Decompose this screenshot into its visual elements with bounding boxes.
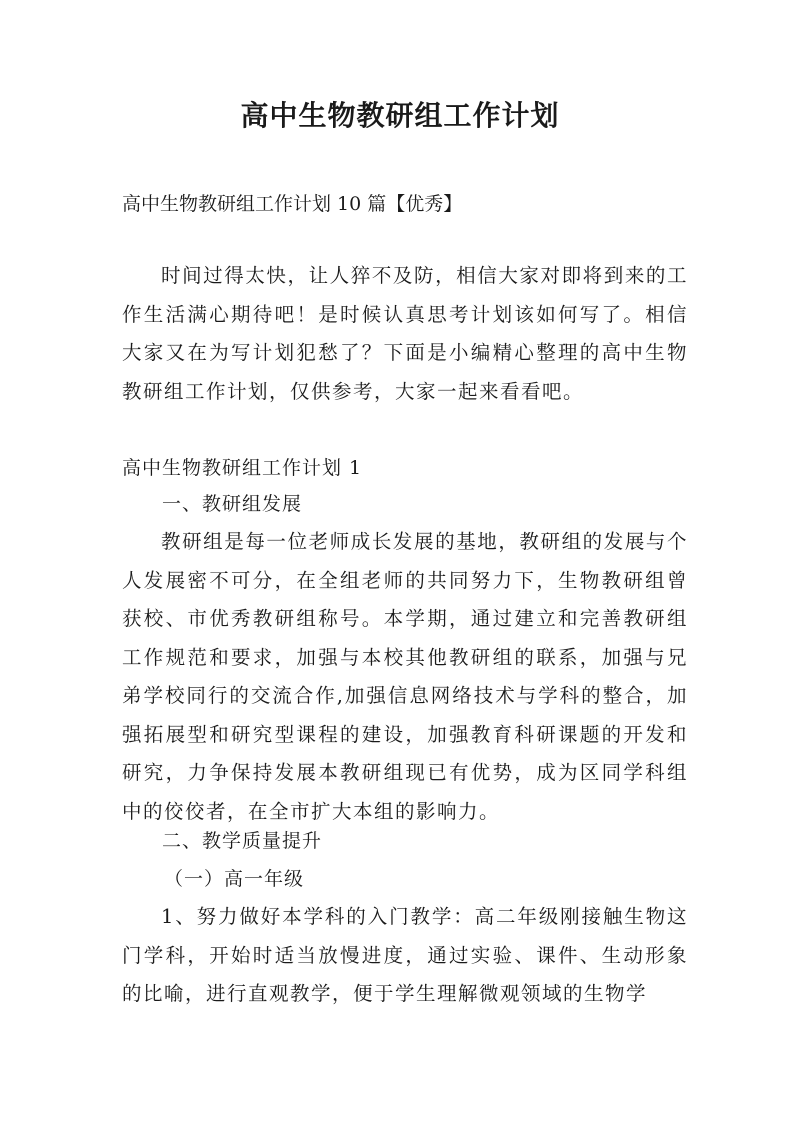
paragraph-intro-teaching: 1、努力做好本学科的入门教学：高二年级刚接触生物这门学科，开始时适当放慢进度，通过实验、课件、生动形象的比喻，进行直观教学，便于学生理解微观领域的生物学 (122, 905, 688, 1005)
heading-grade-one: （一）高一年级 (164, 868, 305, 890)
document-subtitle: 高中生物教研组工作计划 10 篇【优秀】 (122, 193, 463, 215)
section-heading: 高中生物教研组工作计划 1 (122, 457, 363, 479)
intro-paragraph: 时间过得太快，让人猝不及防，相信大家对即将到来的工作生活满心期待吧！是时候认真思考计划该如何写了。相信大家又在为写计划犯愁了？下面是小编精心整理的高中生物教研组工作计划，仅供参考，大家一起来看看吧。 (122, 264, 688, 403)
heading-teaching-quality: 二、教学质量提升 (162, 830, 323, 852)
document-title: 高中生物教研组工作计划 (240, 99, 560, 132)
paragraph-teaching-group: 教研组是每一位老师成长发展的基地，教研组的发展与个人发展密不可分，在全组老师的共同努力下，生物教研组曾获校、市优秀教研组称号。本学期，通过建立和完善教研组工作规范和要求，加强与本校其他教研组的联系，加强与兄弟学校同行的交流合作,加强信息网络技术与学科的整合，加强拓展型和研究型课程的建设，加强教育科研课题的开发和研究，力争保持发展本教研组现已有优势，成为区同学科组中的佼佼者，在全市扩大本组的影响力。 (122, 530, 688, 823)
heading-teaching-group-development: 一、教研组发展 (162, 493, 303, 515)
